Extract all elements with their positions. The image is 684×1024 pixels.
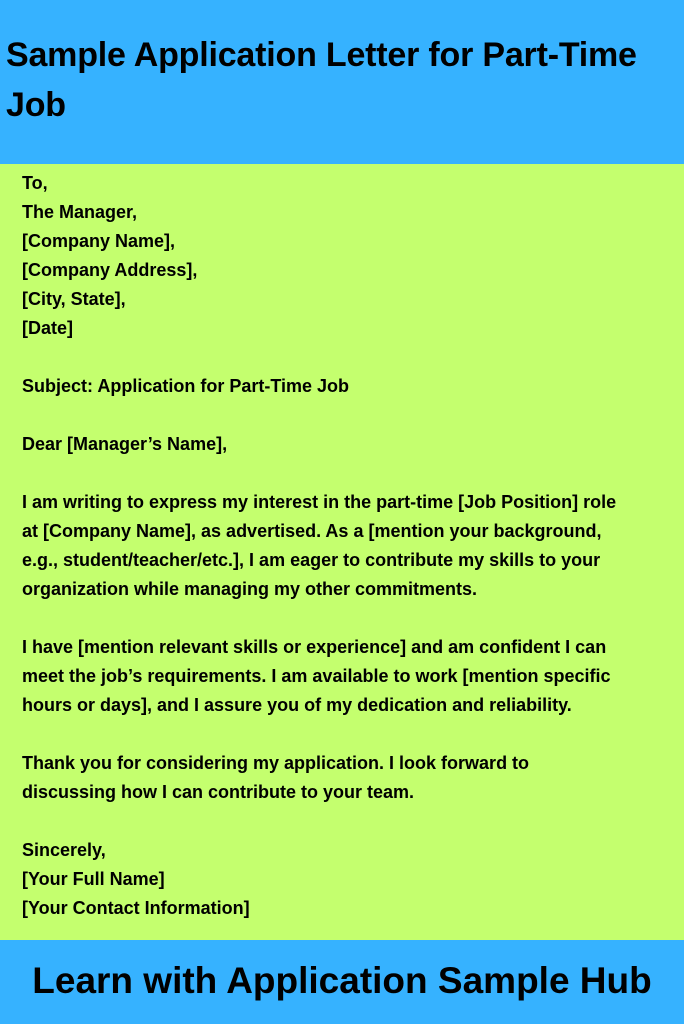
address-line: To, [22, 173, 48, 193]
paragraph-line: I have [mention relevant skills or experience] and am confident I can [22, 637, 607, 657]
address-line: [Company Name], [22, 231, 176, 251]
closing-line: [Your Contact Information] [22, 898, 250, 918]
letter-salutation: Dear [Manager’s Name], [22, 434, 228, 454]
closing-line: [Your Full Name] [22, 869, 165, 889]
closing-block [22, 836, 670, 923]
letter-body [0, 164, 684, 940]
paragraph-line: meet the job’s requirements. I am available to work [mention specific [22, 666, 611, 686]
address-line: [City, State], [22, 289, 126, 309]
paragraph-line: Thank you for considering my application. I look forward to [22, 753, 530, 773]
paragraph-skills [22, 633, 670, 720]
header-banner [0, 0, 684, 164]
footer-banner [0, 940, 684, 1024]
paragraph-line: hours or days], and I assure you of my dedication and reliability. [22, 695, 572, 715]
paragraph-line: I am writing to express my interest in the part-time [Job Position] role [22, 492, 617, 512]
footer-text: Learn with Application Sample Hub [32, 960, 652, 1001]
address-line: The Manager, [22, 202, 138, 222]
address-line: [Date] [22, 318, 74, 338]
paragraph-line: discussing how I can contribute to your team. [22, 782, 415, 802]
page-title: Sample Application Letter for Part-Time Job [6, 36, 637, 124]
paragraph-line: at [Company Name], as advertised. As a [mention your background, [22, 521, 602, 541]
recipient-address-block [22, 169, 670, 343]
closing-line: Sincerely, [22, 840, 106, 860]
paragraph-thanks [22, 749, 670, 807]
paragraph-interest [22, 488, 670, 604]
letter-subject: Subject: Application for Part-Time Job [22, 376, 350, 396]
paragraph-line: organization while managing my other commitments. [22, 579, 478, 599]
address-line: [Company Address], [22, 260, 198, 280]
paragraph-line: e.g., student/teacher/etc.], I am eager to contribute my skills to your [22, 550, 601, 570]
